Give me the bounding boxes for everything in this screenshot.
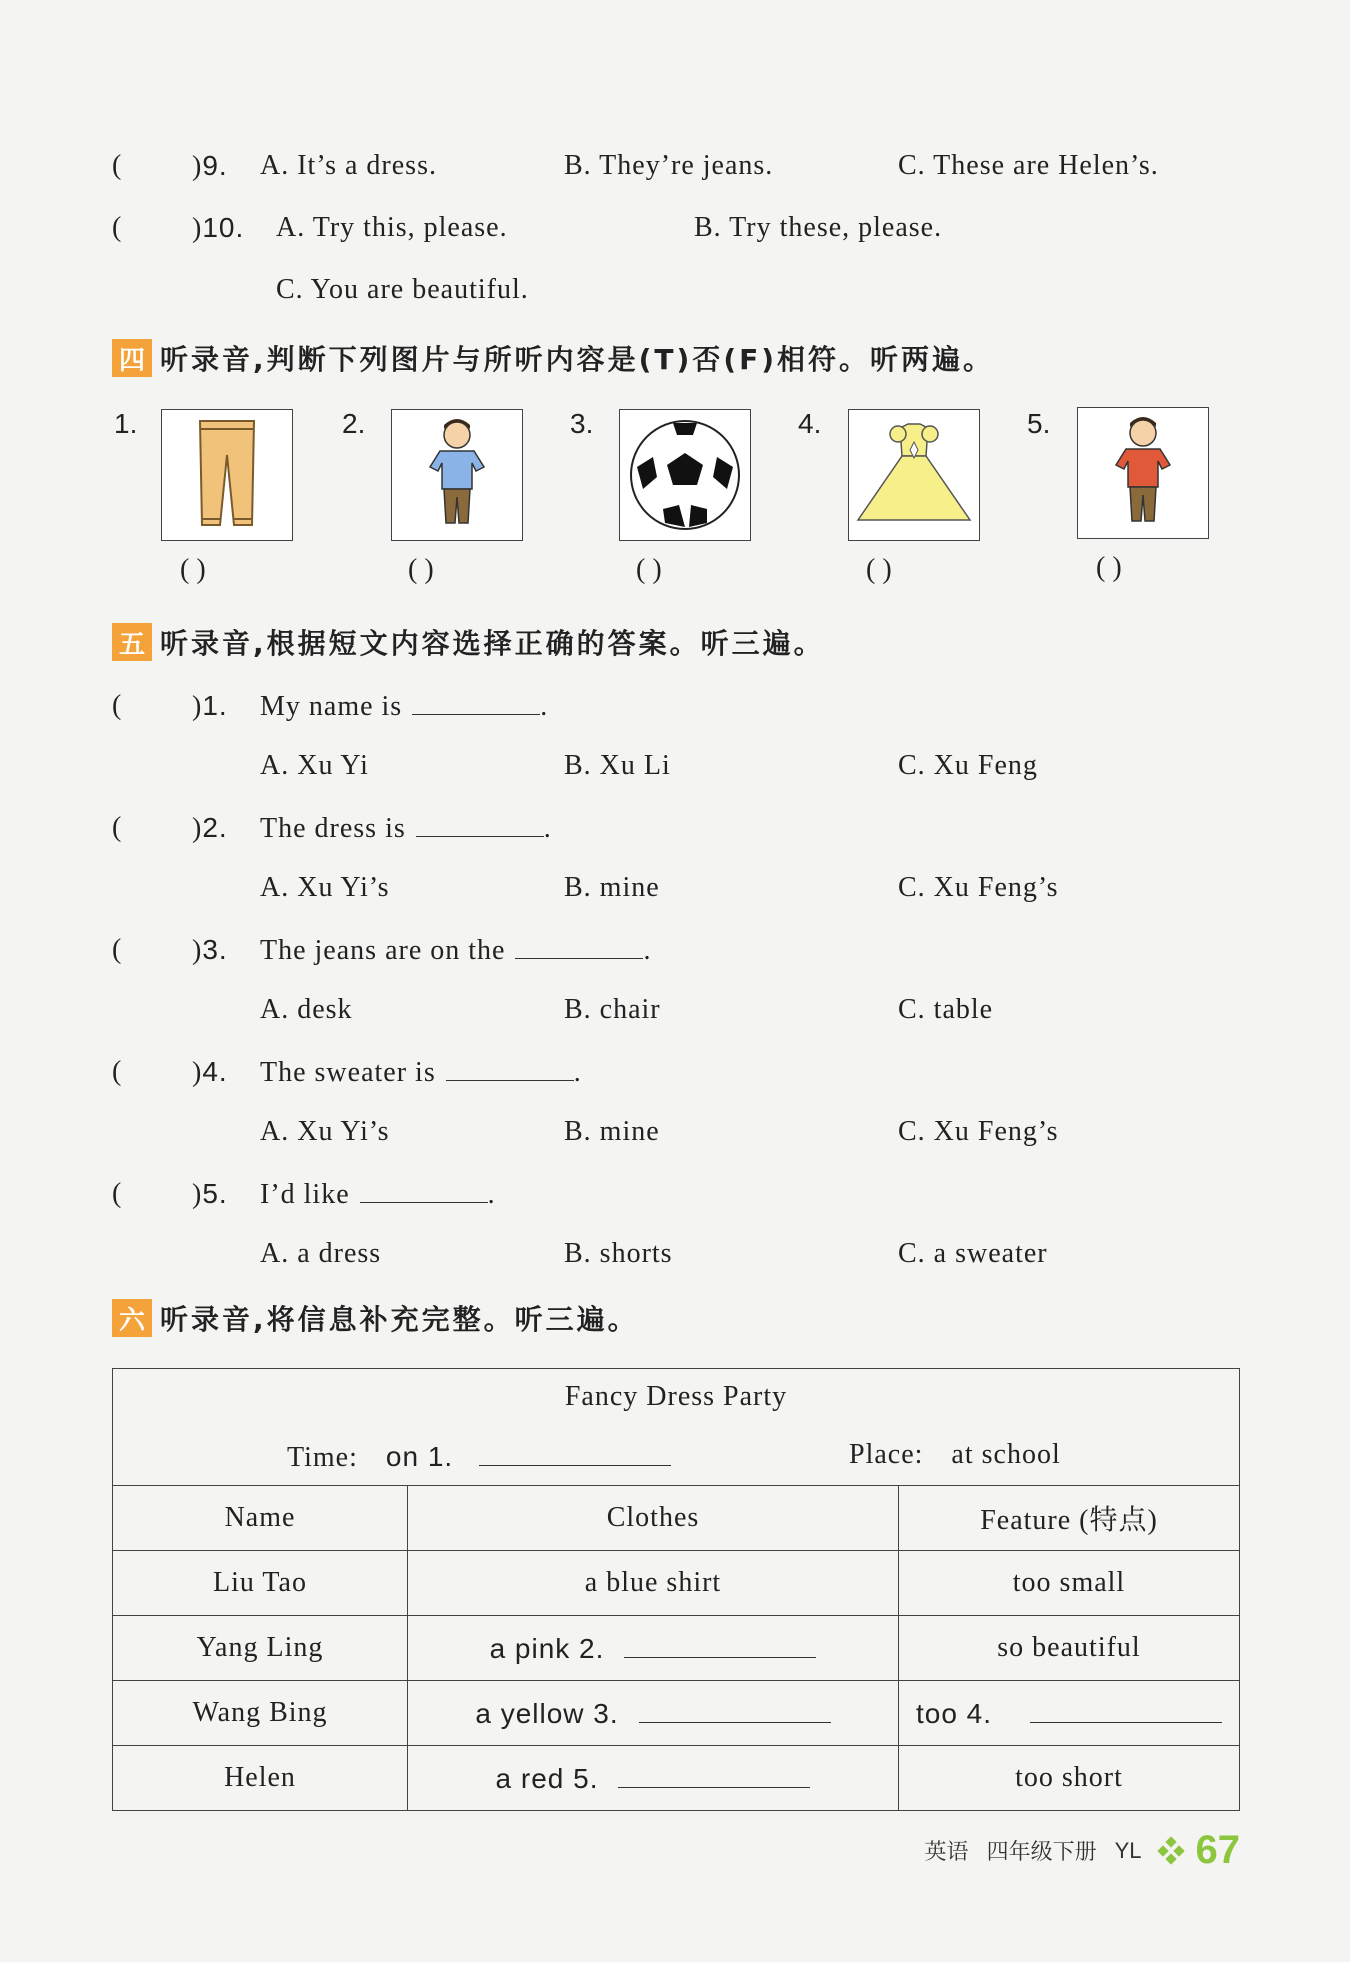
header-name: Name <box>113 1486 408 1551</box>
s5-q3-blank[interactable] <box>515 932 643 959</box>
q10-paren: ( <box>112 212 123 243</box>
s5-q4-num: )4. <box>192 1056 228 1088</box>
s5-q1-num: )1. <box>192 690 228 722</box>
section-5-header <box>112 622 825 662</box>
row-feature: so beautiful <box>899 1616 1240 1681</box>
s5-q4-blank[interactable] <box>446 1054 574 1081</box>
header-feature: Feature (特点) <box>899 1486 1240 1551</box>
s5-q1-blank[interactable] <box>412 688 540 715</box>
s5-q3-stem: The jeans are on the . <box>260 932 651 969</box>
place-label: Place: <box>849 1439 924 1470</box>
s5-q4-option-b: B. mine <box>564 1116 660 1147</box>
q9-option-c: C. These are Helen’s. <box>898 150 1159 181</box>
row-name: Helen <box>113 1746 408 1811</box>
s5-q2-option-a: A. Xu Yi’s <box>260 872 390 903</box>
time-value: on 1. <box>385 1441 454 1472</box>
s5-q1-option-c: C. Xu Feng <box>898 750 1038 781</box>
s5-q3-option-b: B. chair <box>564 994 661 1025</box>
row-clothes: a yellow 3. <box>408 1681 899 1746</box>
picture-2-number: 2. <box>342 408 366 439</box>
q10-option-a: A. Try this, please. <box>276 212 508 243</box>
clothes-2-blank[interactable] <box>624 1631 816 1658</box>
s5-q4-stem: The sweater is . <box>260 1054 582 1091</box>
clothes-3-blank[interactable] <box>639 1696 831 1723</box>
s5-q2-blank[interactable] <box>416 810 544 837</box>
picture-4-answer-paren[interactable]: ( ) <box>866 554 892 585</box>
table-row <box>113 1616 1240 1681</box>
s5-q5-paren[interactable]: ( <box>112 1178 123 1209</box>
q9-option-b: B. They’re jeans. <box>564 150 774 181</box>
page-footer <box>907 1828 1240 1873</box>
s5-q1-option-a: A. Xu Yi <box>260 750 369 781</box>
table-title: Fancy Dress Party <box>564 1381 788 1412</box>
picture-1-number: 1. <box>114 408 138 439</box>
s5-q5-num: )5. <box>192 1178 228 1210</box>
dress-icon <box>852 420 976 530</box>
row-name: Wang Bing <box>113 1681 408 1746</box>
trousers-icon <box>192 415 262 535</box>
s5-q3-option-a: A. desk <box>260 994 353 1025</box>
footer-edition: YL <box>1114 1837 1142 1863</box>
q9-num: )9. <box>192 150 228 182</box>
picture-3-answer-paren[interactable]: ( ) <box>636 554 662 585</box>
picture-5-answer-paren[interactable]: ( ) <box>1096 552 1122 583</box>
s5-q1-stem: My name is . <box>260 688 548 725</box>
s5-q2-option-c: C. Xu Feng’s <box>898 872 1059 903</box>
section-5-title: 听录音,根据短文内容选择正确的答案。听三遍。 <box>160 627 825 660</box>
section-4-title: 听录音,判断下列图片与所听内容是(T)否(F)相符。听两遍。 <box>160 343 995 376</box>
question-9 <box>112 148 122 184</box>
table-row <box>113 1551 1240 1616</box>
s5-q5-blank[interactable] <box>360 1176 488 1203</box>
clothes-5-blank[interactable] <box>618 1761 810 1788</box>
s5-q4-paren[interactable]: ( <box>112 1056 123 1087</box>
s5-q5-option-c: C. a sweater <box>898 1238 1048 1269</box>
feature-4-blank[interactable] <box>1030 1696 1222 1723</box>
section-6-badge: 六 <box>112 1299 152 1337</box>
s5-q3-num: )3. <box>192 934 228 966</box>
picture-2-answer-paren[interactable]: ( ) <box>408 554 434 585</box>
picture-3 <box>619 409 751 541</box>
fancy-dress-table <box>112 1368 1240 1811</box>
picture-1-answer-paren[interactable]: ( ) <box>180 554 206 585</box>
boy-shirt-icon <box>412 415 502 535</box>
s5-q1-option-b: B. Xu Li <box>564 750 671 781</box>
picture-4-number: 4. <box>798 408 822 439</box>
q10-option-b: B. Try these, please. <box>694 212 943 243</box>
header-clothes: Clothes <box>408 1486 899 1551</box>
boy-sweater-icon <box>1098 413 1188 533</box>
s5-q3-option-c: C. table <box>898 994 994 1025</box>
s5-q2-paren[interactable]: ( <box>112 812 123 843</box>
s5-q2-stem: The dress is . <box>260 810 552 847</box>
q10-num: )10. <box>192 212 245 244</box>
time-field <box>287 1439 671 1474</box>
row-clothes: a blue shirt <box>408 1551 899 1616</box>
row-name: Yang Ling <box>113 1616 408 1681</box>
s5-q2-num: )2. <box>192 812 228 844</box>
row-clothes: a red 5. <box>408 1746 899 1811</box>
section-4-header <box>112 338 994 378</box>
place-value: at school <box>951 1439 1061 1470</box>
section-5-badge: 五 <box>112 623 152 661</box>
answer-paren-open: ( <box>112 150 123 181</box>
row-feature: too 4. <box>899 1681 1240 1746</box>
footer-grade: 四年级下册 <box>986 1840 1097 1865</box>
picture-5-number: 5. <box>1027 408 1051 439</box>
row-feature: too short <box>899 1746 1240 1811</box>
s5-q3-paren[interactable]: ( <box>112 934 123 965</box>
table-header-cell <box>113 1369 1240 1486</box>
row-name: Liu Tao <box>113 1551 408 1616</box>
picture-5 <box>1077 407 1209 539</box>
time-blank[interactable] <box>479 1439 671 1466</box>
row-clothes: a pink 2. <box>408 1616 899 1681</box>
page-number: 67 <box>1195 1828 1240 1872</box>
s5-q4-option-a: A. Xu Yi’s <box>260 1116 390 1147</box>
footer-subject: 英语 <box>924 1840 969 1865</box>
s5-q5-stem: I’d like . <box>260 1176 496 1213</box>
section-6-header <box>112 1298 639 1338</box>
picture-1 <box>161 409 293 541</box>
s5-q1-paren[interactable]: ( <box>112 690 123 721</box>
row-feature: too small <box>899 1551 1240 1616</box>
picture-3-number: 3. <box>570 408 594 439</box>
picture-2 <box>391 409 523 541</box>
picture-4 <box>848 409 980 541</box>
q9-option-a: A. It’s a dress. <box>260 150 437 181</box>
diamond-icon <box>1156 1836 1186 1866</box>
table-header-row <box>113 1486 1240 1551</box>
section-4-badge: 四 <box>112 339 152 377</box>
place-field <box>849 1439 1061 1471</box>
q10-option-c: C. You are beautiful. <box>276 274 529 305</box>
table-row <box>113 1746 1240 1811</box>
s5-q5-option-a: A. a dress <box>260 1238 382 1269</box>
time-label: Time: <box>287 1442 358 1473</box>
table-row <box>113 1681 1240 1746</box>
football-icon <box>627 417 743 533</box>
s5-q5-option-b: B. shorts <box>564 1238 673 1269</box>
s5-q2-option-b: B. mine <box>564 872 660 903</box>
section-6-title: 听录音,将信息补充完整。听三遍。 <box>160 1303 639 1336</box>
s5-q4-option-c: C. Xu Feng’s <box>898 1116 1059 1147</box>
